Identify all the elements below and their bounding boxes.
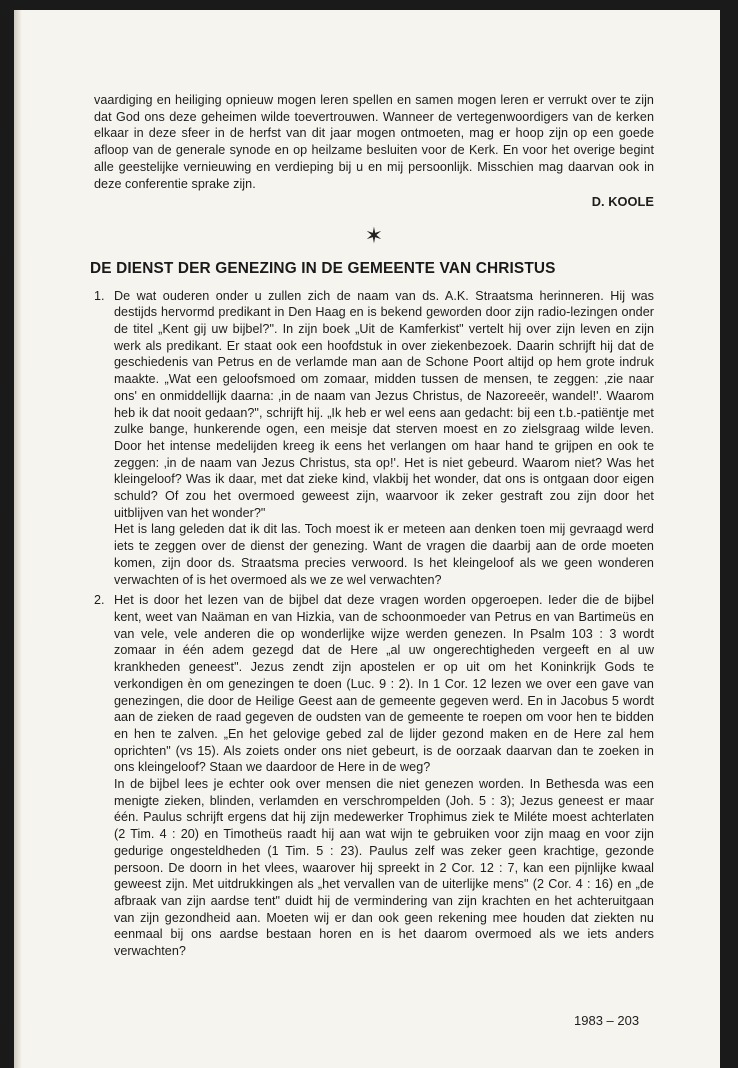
section-paragraph: Het is lang geleden dat ik dit las. Toch moest ik er meteen aan denken toen mij gevraagd werd iets te zeggen over de dienst der genezing. Want de vragen die daarbij aan de orde moeten komen, zijn door ds. Straatsma precies verwoord. Is het kleingeloof als we geen wonderen verwachten of is het overmoed als we ze wel verwachten? <box>114 522 654 587</box>
page-edge-shadow <box>14 10 22 1068</box>
numbered-section-1 <box>94 288 654 589</box>
intro-paragraph: vaardiging en heiliging opnieuw mogen leren spellen en samen mogen leren er verrukt over te zijn dat God ons deze geheimen wilde toevertrouwen. Wanneer de vertegenwoordigers van de kerken elkaar in deze sfeer in de herfst van dit jaar mogen ontmoeten, mag er hoop zijn op een goede afloop van de generale synode en op heilzame besluiten voor de Kerk. En voor het overige begint alle geestelijke vernieuwing en verdieping bij u en mij persoonlijk. Misschien mag daarvan ook in deze conferentie sprake zijn. <box>94 93 654 191</box>
section-number: 1. <box>94 288 105 303</box>
section-number: 2. <box>94 593 105 608</box>
article-body <box>90 92 654 960</box>
author-signature: D. KOOLE <box>591 194 654 210</box>
document-page <box>14 10 720 1068</box>
article-heading: DE DIENST DER GENEZING IN DE GEMEENTE VAN CHRISTUS <box>90 259 556 277</box>
numbered-section-2 <box>94 592 654 959</box>
page-number: 1983 – 203 <box>574 1013 640 1028</box>
section-paragraph: Het is door het lezen van de bijbel dat deze vragen worden opgeroepen. Ieder die de bijbel kent, weet van Naäman en van Hizkia, van de schoonmoeder van Petrus en van Bartimeüs en van vele, vele anderen die op wonderlijke wijze werden genezen. In Psalm 103 : 3 wordt zomaar in één adem gezegd dat de Here „al uw ongerechtigheden vergeeft en al uw krankheden geneest". Jezus zendt zijn apostelen er op uit om het Koninkrijk Gods te verkondigen èn om genezingen te doen (Luc. 9 : 2). In 1 Cor. 12 lezen we over een gave van genezingen, die door de Heilige Geest aan de gemeente gegeven werd. En in Jacobus 5 wordt aan de zieken de raad gegeven de oudsten van de gemeente te roepen om voor hen te bidden en hen te zalven. „En het gelovige gebed zal de lijder gezond maken en de Here zal hem oprichten" (vs 15). Als zoiets onder ons niet gebeurt, is de oorzaak daarvan dan te zoeken in ons kleingeloof? Staan we daardoor de Here in de weg? <box>114 593 654 775</box>
section-paragraph: De wat ouderen onder u zullen zich de naam van ds. A.K. Straatsma herinneren. Hij was destijds hervormd predikant in Den Haag en is bekend geworden door zijn radio-lezingen onder de titel „Kent gij uw bijbel?". In zijn boek „Uit de Kamferkist" vertelt hij over zijn leven en zijn werk als predikant. Er staat ook een hoofdstuk in over ziekenbezoek. Daarin schrijft hij dat de geschiedenis van Petrus en de verlamde man aan de Schone Poort altijd op hem grote indruk maakte. „Wat een geloofsmoed om zomaar, midden tussen de mensen, te zeggen: ‚zie naar ons' en onmiddellijk daarna: ‚in de naam van Jezus Christus, de Nazoreeër, wandel!'. Waarom heb ik dat nooit gedaan?", schrijft hij. „Ik heb er wel eens aan gedacht: bij een t.b.-patiëntje met zulke bange, hunkerende ogen, een meisje dat sterven moest en zo zielsgraag wilde leven. Door het intense medelijden kreeg ik eens het verlangen om haar hand te grijpen en ook te zeggen: ‚in de naam van Jezus Christus, sta op!'. Het is niet gebeurd. Waarom niet? Was het kleingeloof? Was ik daar, met dat zieke kind, vlakbij het wonder, dat ons is ontgaan door eigen schuld? Of zou het overmoed geweest zijn, waarvoor ik zeker gestraft zou zijn door het uitblijven van het wonder?" <box>114 288 654 520</box>
star-separator-icon: ✶ <box>364 222 384 248</box>
section-paragraph: In de bijbel lees je echter ook over mensen die niet genezen worden. In Bethesda was een menigte zieken, blinden, verlamden en verschrompelden (Joh. 5 : 3); Jezus geneest er maar één. Paulus schrijft ergens dat hij zijn medewerker Trophimus ziek te Miléte moest achterlaten (2 Tim. 4 : 20) en Timotheüs raadt hij aan wat wijn te gebruiken voor zijn maag en voor zijn gedurige ongesteldheden (1 Tim. 5 : 23). Paulus zelf was zeker geen krachtige, gezonde persoon. De doorn in het vlees, waarover hij spreekt in 2 Cor. 12 : 7, kan een pijnlijke kwaal geweest zijn. Met uitdrukkingen als „het vervallen van de uiterlijke mens" (2 Cor. 4 : 16) en „de afbraak van zijn aardse tent" duidt hij de vermindering van zijn krachten en het achteruitgaan van zijn gezondheid aan. Moeten wij er dan ook geen rekening mee houden dat ziekten nu eenmaal bij ons aardse bestaan horen en is het daarom overmoed als we iets anders verwachten? <box>114 777 654 959</box>
